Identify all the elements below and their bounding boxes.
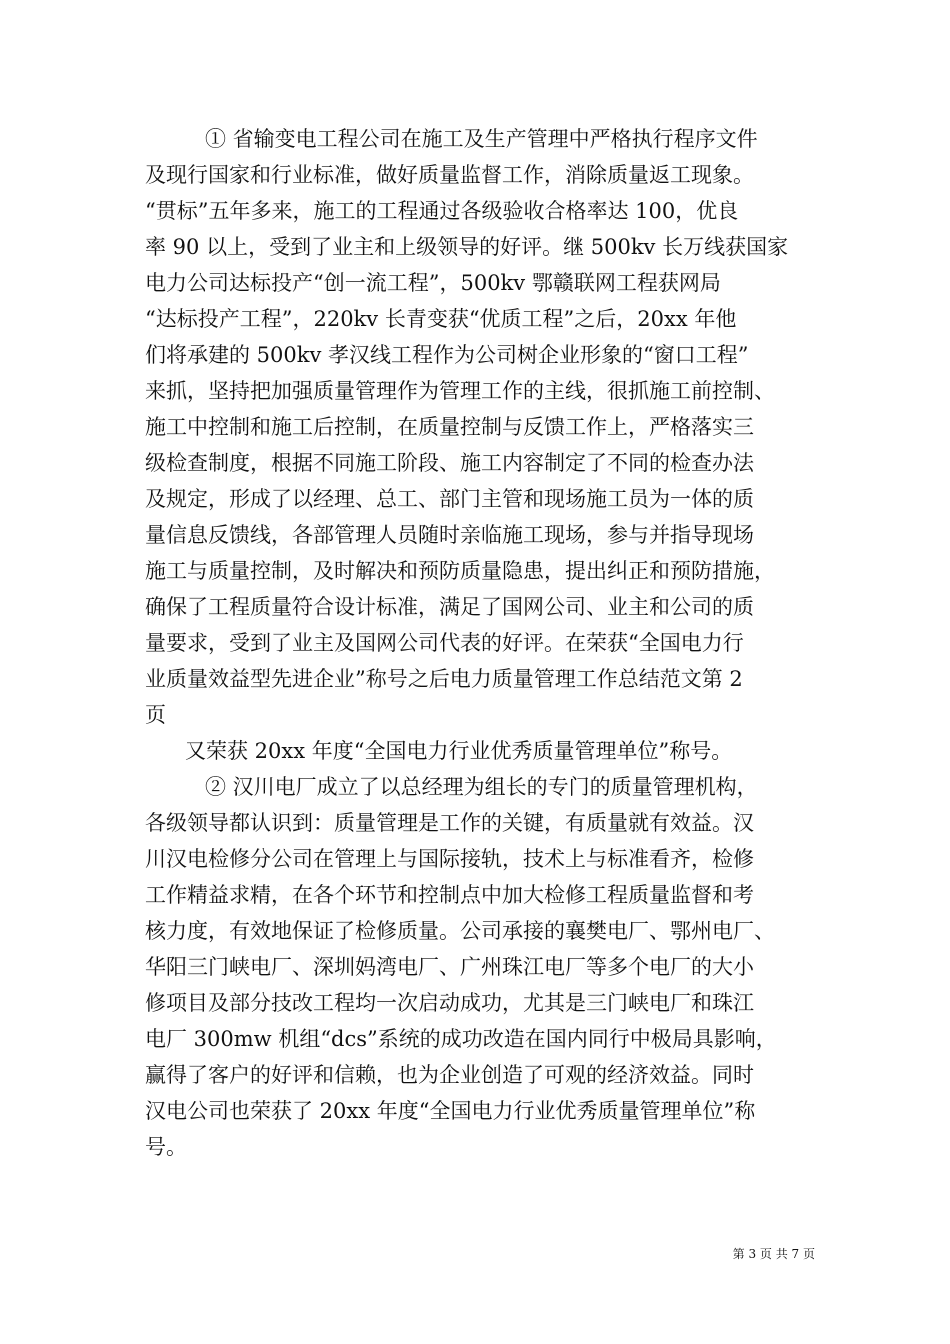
paragraph-line: 电厂 300mw 机组“dcs”系统的成功改造在国内同行中极局具影响， [145,1027,777,1051]
paragraph-line: 施工中控制和施工后控制，在质量控制与反馈工作上，严格落实三 [145,415,754,439]
paragraph-line: 又荣获 20xx 年度“全国电力行业优秀质量管理单位”称号。 [185,739,733,763]
paragraph-line: 汉电公司也荣获了 20xx 年度“全国电力行业优秀质量管理单位”称 [145,1099,756,1123]
paragraph-line: 业质量效益型先进企业”称号之后电力质量管理工作总结范文第 2 [145,667,743,691]
paragraph-line: 赢得了客户的好评和信赖，也为企业创造了可观的经济效益。同时 [145,1063,754,1087]
paragraph-line: 川汉电检修分公司在管理上与国际接轨，技术上与标准看齐，检修 [145,847,754,871]
paragraph-line: 号。 [145,1135,187,1159]
paragraph-line: ② 汉川电厂成立了以总经理为组长的专门的质量管理机构， [205,775,758,799]
paragraph-line: 确保了工程质量符合设计标准，满足了国网公司、业主和公司的质 [145,595,754,619]
paragraph-line: 各级领导都认识到：质量管理是工作的关键，有质量就有效益。汉 [145,811,754,835]
paragraph-line: “达标投产工程”，220kv 长青变获“优质工程”之后，20xx 年他 [145,307,737,331]
paragraph-line: 们将承建的 500kv 孝汉线工程作为公司树企业形象的“窗口工程” [145,343,749,367]
paragraph-line: 工作精益求精，在各个环节和控制点中加大检修工程质量监督和考 [145,883,754,907]
paragraph-line: 页 [145,703,166,727]
paragraph-line: 及现行国家和行业标准，做好质量监督工作，消除质量返工现象。 [145,163,754,187]
paragraph-line: 华阳三门峡电厂、深圳妈湾电厂、广州珠江电厂等多个电厂的大小 [145,955,754,979]
paragraph-line: 施工与质量控制，及时解决和预防质量隐患，提出纠正和预防措施， [145,559,775,583]
paragraph-line: 量信息反馈线，各部管理人员随时亲临施工现场，参与并指导现场 [145,523,754,547]
page-number: 第 3 页 共 7 页 [732,1247,815,1261]
paragraph-line: 率 90 以上，受到了业主和上级领导的好评。继 500kv 长万线获国家 [145,235,789,259]
paragraph-line: 电力公司达标投产“创一流工程”，500kv 鄂赣联网工程获网局 [145,271,721,295]
paragraph-line: 级检查制度，根据不同施工阶段、施工内容制定了不同的检查办法 [145,451,754,475]
paragraph-line: ① 省输变电工程公司在施工及生产管理中严格执行程序文件 [205,127,758,151]
paragraph-line: 及规定，形成了以经理、总工、部门主管和现场施工员为一体的质 [145,487,754,511]
paragraph-line: 量要求，受到了业主及国网公司代表的好评。在荣获“全国电力行 [145,631,744,655]
paragraph-line: 来抓，坚持把加强质量管理作为管理工作的主线，很抓施工前控制、 [145,379,775,403]
paragraph-line: “贯标”五年多来，施工的工程通过各级验收合格率达 100，优良 [145,199,739,223]
paragraph-line: 修项目及部分技改工程均一次启动成功，尤其是三门峡电厂和珠江 [145,991,754,1015]
paragraph-line: 核力度，有效地保证了检修质量。公司承接的襄樊电厂、鄂州电厂、 [145,919,775,943]
